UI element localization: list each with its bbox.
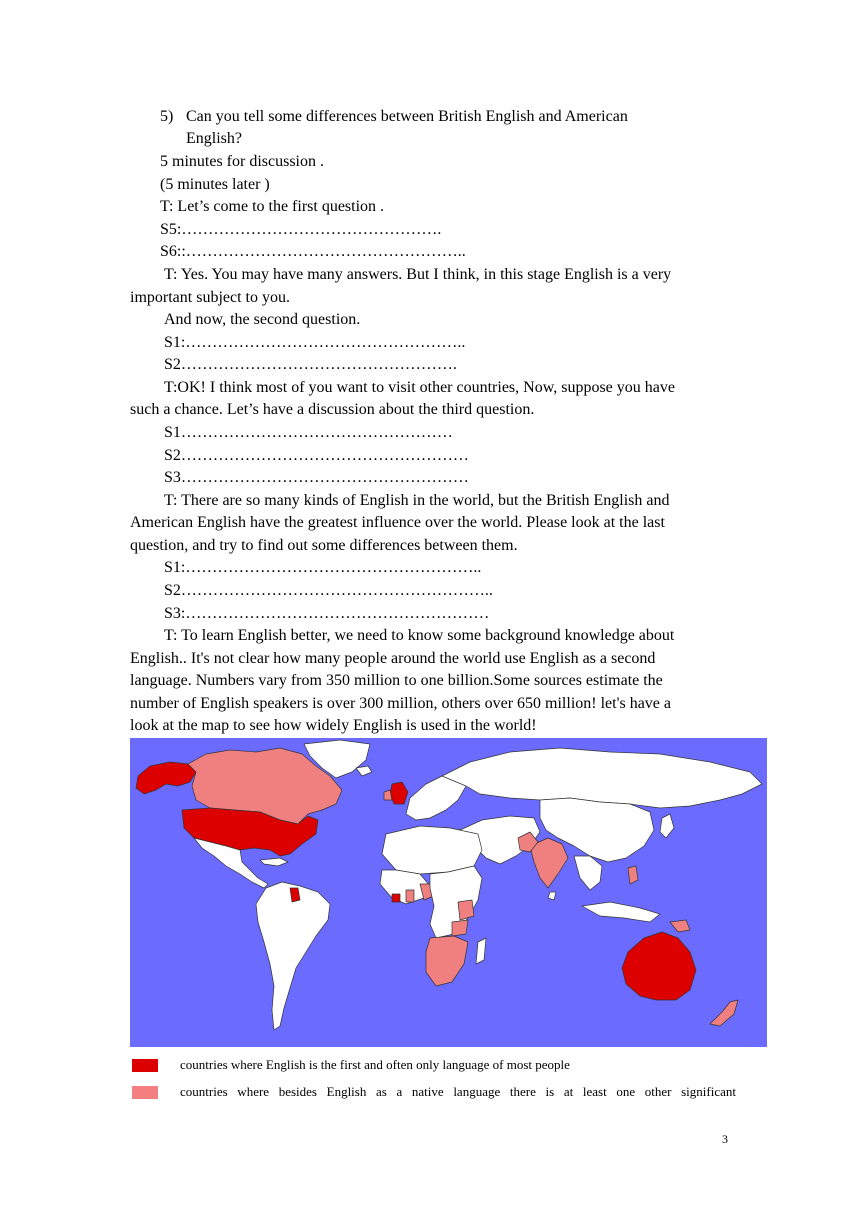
map-region-iceland [356,766,372,776]
page-number: 3 [722,1132,728,1146]
map-region-uk [390,782,408,804]
text-line: T: Let’s come to the first question . [160,198,385,215]
map-region-south-america [256,882,330,1030]
world-map-drawing [130,738,767,1047]
map-region-new-zealand [710,1000,738,1026]
text-line: And now, the second question. [164,311,361,328]
map-region-japan [660,814,674,838]
legend-label: countries where English is the first and often only language of most people [180,1057,570,1072]
map-region-ghana [406,890,414,902]
text-line: S1…………………………………………… [164,424,453,441]
map-region-alaska [136,762,196,794]
map-region-png [670,920,690,932]
map-region-madagascar [476,938,486,964]
map-region-tanzania [452,920,468,936]
text-line: S1:…………………………………………….. [164,334,466,351]
legend-swatch-red [132,1059,158,1072]
text-line: English.. It's not clear how many people around the world use English as a second [130,650,656,667]
map-region-guyana [290,888,300,902]
text-line: American English have the greatest influence over the world. Please look at the last [130,514,665,531]
text-line: look at the map to see how widely English is used in the world! [130,717,537,734]
text-line: S5:…………………………………………. [160,221,442,238]
map-region-caribbean [260,858,288,866]
text-line: important subject to you. [130,289,290,306]
text-line: number of English speakers is over 300 million, others over 650 million! let's have a [130,695,671,712]
text-line: T: Yes. You may have many answers. But I think, in this stage English is a very [164,266,672,283]
map-region-kenya-uganda [458,900,474,920]
text-line: T: There are so many kinds of English in the world, but the British English and [164,492,670,509]
text-line: S3……………………………………………… [164,469,469,486]
text-line: S1:……………………………………………….. [164,559,482,576]
question-text-line2: English? [186,130,242,147]
question-number: 5) [160,108,174,125]
map-region-liberia [392,894,400,902]
text-line: S2……………………………………………. [164,356,457,373]
text-line: S2……………………………………………… [164,447,469,464]
map-region-indonesia [582,902,660,922]
map-region-india [530,838,568,888]
map-region-southeast-asia [574,856,602,890]
legend-item-first-language [130,1058,767,1074]
map-region-australia [622,932,696,1000]
text-line: S6::…………………………………………….. [160,243,466,260]
map-region-philippines [628,866,638,884]
legend-item-significant-other [130,1085,767,1101]
text-line: language. Numbers vary from 350 million to one billion.Some sources estimate the [130,672,663,689]
map-region-sri-lanka [548,892,556,900]
text-line: 5 minutes for discussion . [160,153,324,170]
map-region-russia [442,748,762,808]
question-text-line1: Can you tell some differences between British English and American [186,108,628,125]
text-line: question, and try to find out some differences between them. [130,537,518,554]
legend-swatch-pink [132,1086,158,1099]
text-line: S3:………………………………………………… [164,605,490,622]
text-line: T: To learn English better, we need to know some background knowledge about [164,627,675,644]
world-map [130,738,767,1047]
map-region-north-africa [382,826,482,874]
text-line: (5 minutes later ) [160,176,270,193]
text-line: S2………………………………………………….. [164,582,493,599]
text-line: T:OK! I think most of you want to visit other countries, Now, suppose you have [164,379,675,396]
text-line: such a chance. Let’s have a discussion about the third question. [130,401,535,418]
map-region-southern-africa [426,936,468,986]
legend-label: countries where besides English as a native language there is at least one other significant [180,1084,736,1099]
